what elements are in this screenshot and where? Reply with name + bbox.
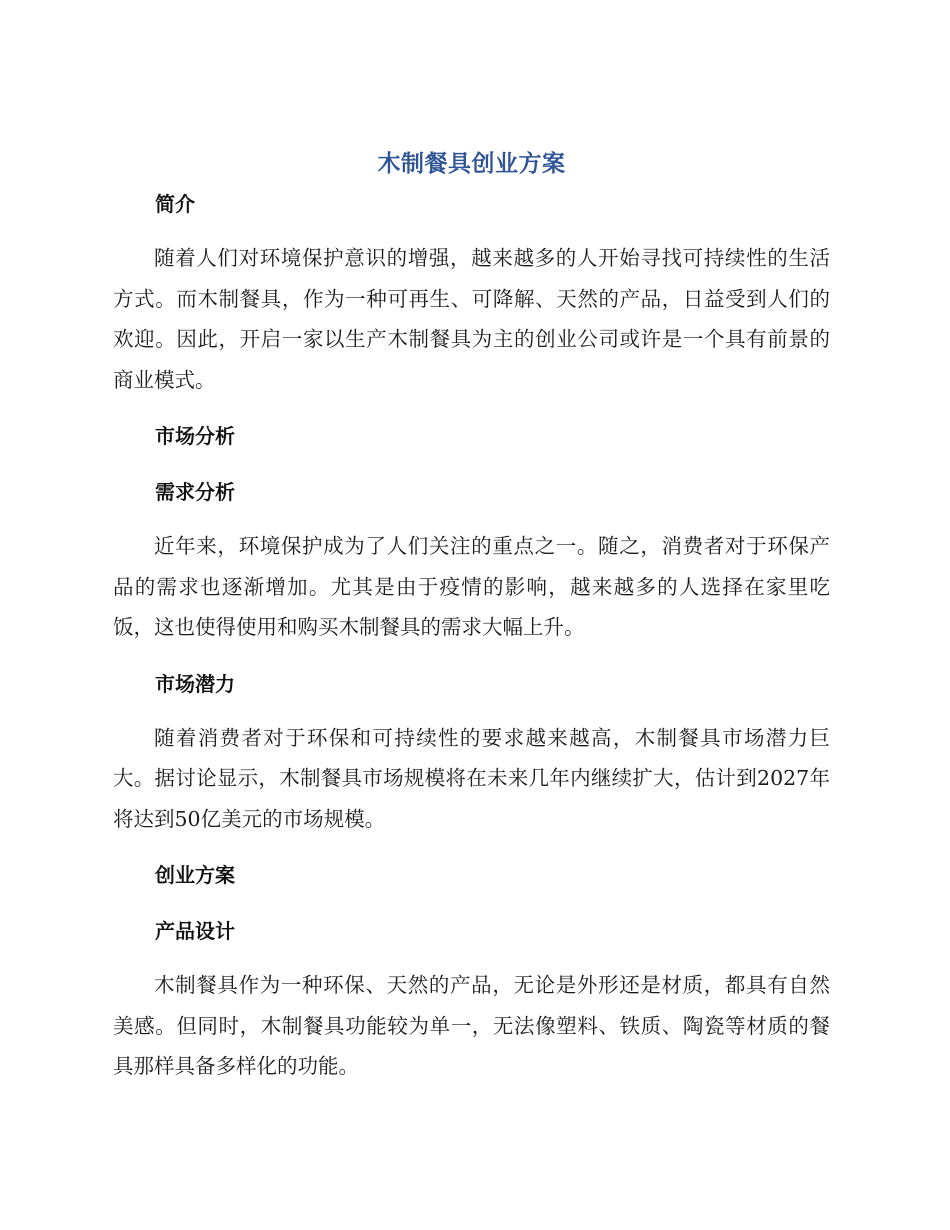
section-heading-product-design: 产品设计 bbox=[155, 919, 235, 943]
section-heading-business-plan: 创业方案 bbox=[155, 863, 235, 887]
section-heading-market-potential: 市场潜力 bbox=[155, 671, 235, 696]
section-heading-intro: 简介 bbox=[155, 192, 195, 216]
section-heading-market-analysis: 市场分析 bbox=[155, 424, 235, 448]
paragraph-intro: 随着人们对环境保护意识的增强，越来越多的人开始寻找可持续性的生活方式。而木制餐具，作为一种可再生、可降解、天然的产品，日益受到人们的欢迎。因此，开启一家以生产木制餐具为主的创业公司或许是一个具有前景的商业模式。 bbox=[113, 246, 830, 392]
section-heading-demand-analysis: 需求分析 bbox=[155, 480, 235, 504]
paragraph-demand: 近年来，环境保护成为了人们关注的重点之一。随之，消费者对于环保产品的需求也逐渐增加。尤其是由于疫情的影响，越来越多的人选择在家里吃饭，这也使得使用和购买木制餐具的需求大幅上升。 bbox=[113, 534, 830, 639]
document-title: 木制餐具创业方案 bbox=[377, 151, 566, 177]
paragraph-product-design: 木制餐具作为一种环保、天然的产品，无论是外形还是材质，都具有自然美感。但同时，木制餐具功能较为单一，无法像塑料、铁质、陶瓷等材质的餐具那样具备多样化的功能。 bbox=[113, 973, 830, 1078]
document-page bbox=[113, 140, 830, 1087]
paragraph-potential: 随着消费者对于环保和可持续性的要求越来越高，木制餐具市场潜力巨大。据讨论显示，木制餐具市场规模将在未来几年内继续扩大，估计到2027年将达到50亿美元的市场规模。 bbox=[113, 725, 830, 831]
